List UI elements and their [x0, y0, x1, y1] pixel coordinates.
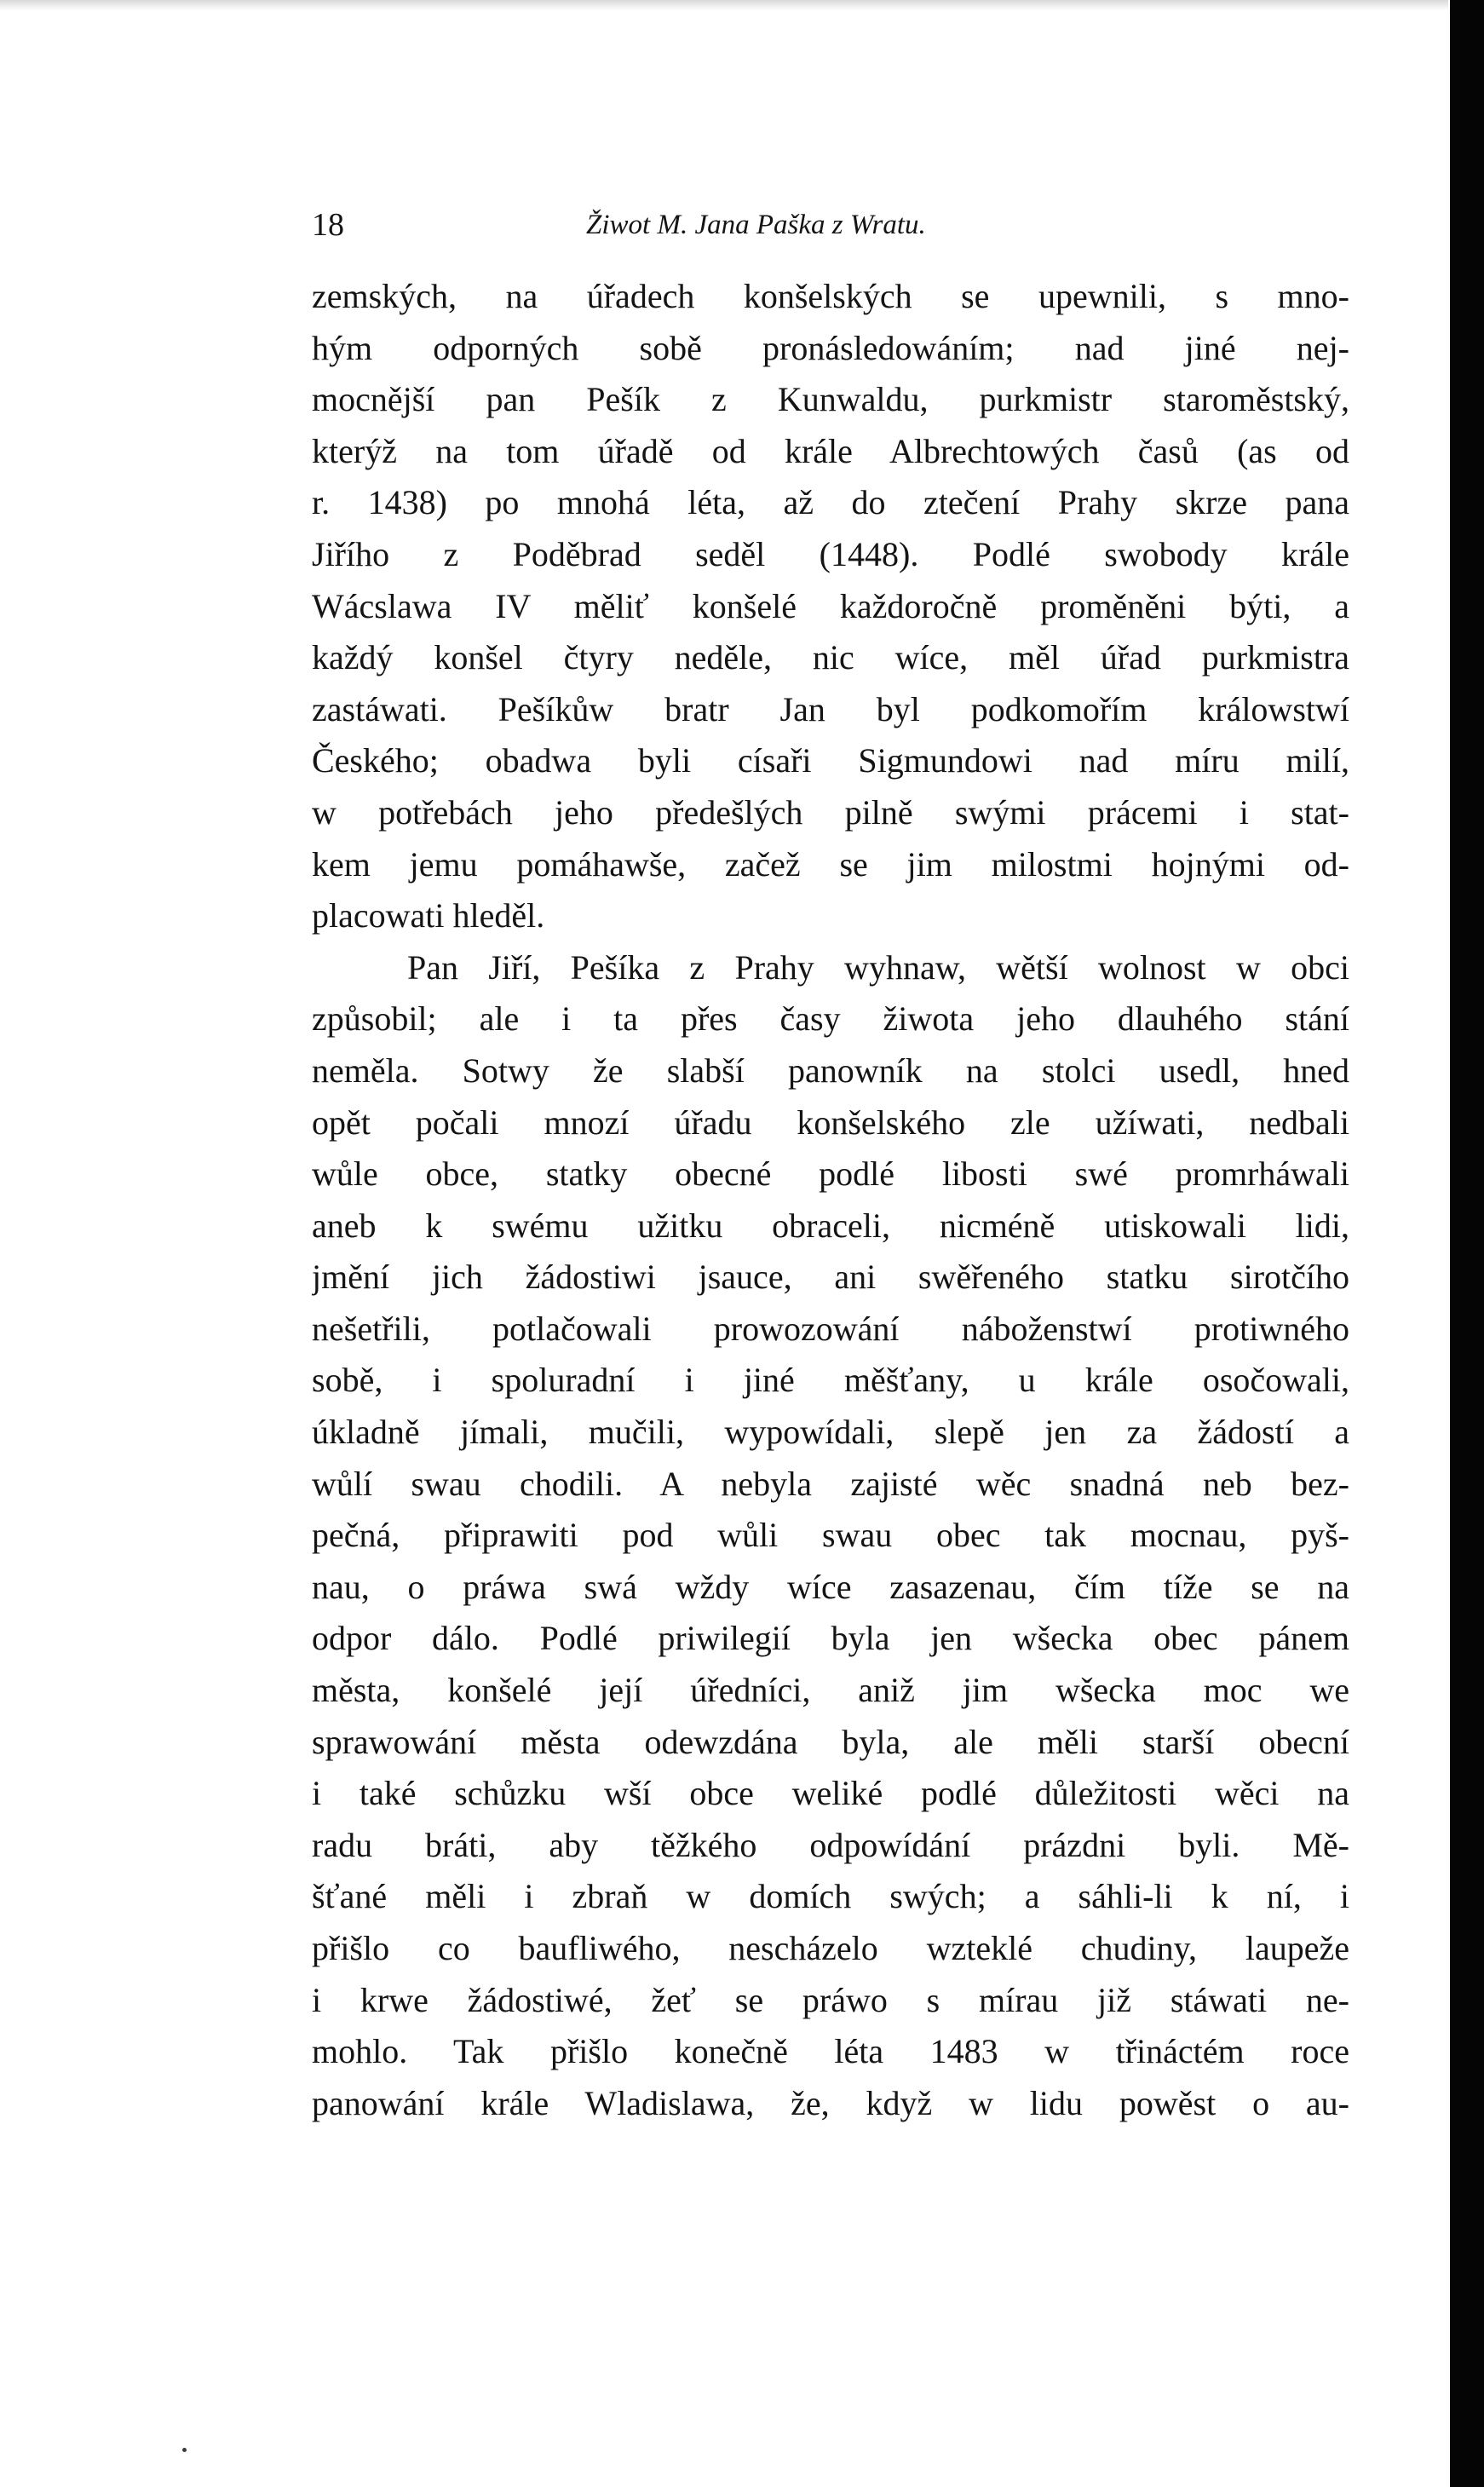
paragraph-1: [312, 271, 1349, 942]
text-line: kterýž na tom úřadě od krále Albrechtowých časů (as od: [312, 431, 1349, 470]
text-line: placowati hleděl.: [312, 896, 545, 936]
scan-speck: [182, 2448, 187, 2452]
scan-right-border: [1450, 0, 1484, 2487]
text-line: opět počali mnozí úřadu konšelského zle užíwati, nedbali: [312, 1102, 1349, 1142]
text-line: sobě, i spoluradní i jiné měšťany, u krále osočowali,: [312, 1361, 1349, 1400]
paragraph-2: [312, 942, 1349, 2130]
text-line: panowání krále Wladislawa, že, když w lidu powěst o au-: [312, 2083, 1349, 2122]
text-line: Jiřího z Poděbrad seděl (1448). Podlé swobody krále: [312, 534, 1349, 573]
text-line: w potřebách jeho předešlých pilně swými prácemi i stat-: [312, 792, 1349, 832]
scan-top-edge: [0, 0, 1448, 10]
text-line: zastáwati. Pešíkůw bratr Jan byl podkomořím králowstwí: [312, 689, 1349, 728]
text-line: sprawowání města odewzdána byla, ale měli starší obecní: [312, 1722, 1349, 1761]
text-line: odpor dálo. Podlé priwilegií byla jen wšecka obec pánem: [312, 1619, 1349, 1658]
text-line: šťané měli i zbraň w domích swých; a sáhli-li k ní, i: [312, 1877, 1349, 1916]
text-line: Pan Jiří, Pešíka z Prahy wyhnaw, wětší wolnost w obci: [407, 947, 1349, 987]
running-title: Žiwot M. Jana Paška z Wratu.: [586, 210, 926, 240]
text-line: mocnější pan Pešík z Kunwaldu, purkmistr staroměstský,: [312, 380, 1349, 419]
text-line: wůlí swau chodili. A nebyla zajisté wěc snadná neb bez-: [312, 1464, 1349, 1503]
text-line: aneb k swému užitku obraceli, nicméně utiskowali lidi,: [312, 1206, 1349, 1245]
text-line: radu bráti, aby těžkého odpowídání prázdni byli. Mě-: [312, 1825, 1349, 1864]
text-line: i také schůzku wší obce weliké podlé důležitosti wěci na: [312, 1774, 1349, 1813]
text-line: jmění jich žádostiwi jsauce, ani swěřeného statku sirotčího: [312, 1258, 1349, 1297]
text-line: úkladně jímali, mučili, wypowídali, slepě jen za žádostí a: [312, 1413, 1349, 1452]
text-line: způsobil; ale i ta přes časy žiwota jeho dlauhého stání: [312, 999, 1349, 1039]
page-number: 18: [312, 207, 344, 243]
text-line: r. 1438) po mnohá léta, až do ztečení Prahy skrze pana: [312, 483, 1349, 522]
page-header: [312, 201, 1351, 252]
text-line: mohlo. Tak přišlo konečně léta 1483 w třináctém roce: [312, 2032, 1349, 2071]
text-line: pečná, připrawiti pod wůli swau obec tak mocnau, pyš-: [312, 1516, 1349, 1555]
text-line: zemských, na úřadech konšelských se upewnili, s mno-: [312, 277, 1349, 315]
text-line: přišlo co baufliwého, nescházelo wzteklé chudiny, laupeže: [312, 1929, 1349, 1967]
text-line: Českého; obadwa byli císaři Sigmundowi nad míru milí,: [312, 741, 1349, 780]
text-line: i krwe žádostiwé, žeť se práwo s mírau již stáwati ne-: [312, 1980, 1349, 2019]
body-text: [312, 271, 1349, 2129]
text-line: každý konšel čtyry neděle, nic wíce, měl úřad purkmistra: [312, 638, 1349, 677]
text-line: nau, o práwa swá wždy wíce zasazenau, čím tíže se na: [312, 1567, 1349, 1606]
text-line: neměla. Sotwy že slabší panowník na stolci usedl, hned: [312, 1051, 1349, 1090]
text-line: města, konšelé její úředníci, aniž jim wšecka moc we: [312, 1671, 1349, 1710]
text-line: wůle obce, statky obecné podlé libosti swé promrháwali: [312, 1154, 1349, 1194]
text-line: Wácslawa IV měliť konšelé každoročně proměněni býti, a: [312, 586, 1349, 625]
text-line: kem jemu pomáhawše, začež se jim milostmi hojnými od-: [312, 844, 1349, 884]
text-line: nešetřili, potlačowali prowozowání náboženstwí protiwného: [312, 1309, 1349, 1348]
text-line: hým odporných sobě pronásledowáním; nad jiné nej-: [312, 328, 1349, 367]
